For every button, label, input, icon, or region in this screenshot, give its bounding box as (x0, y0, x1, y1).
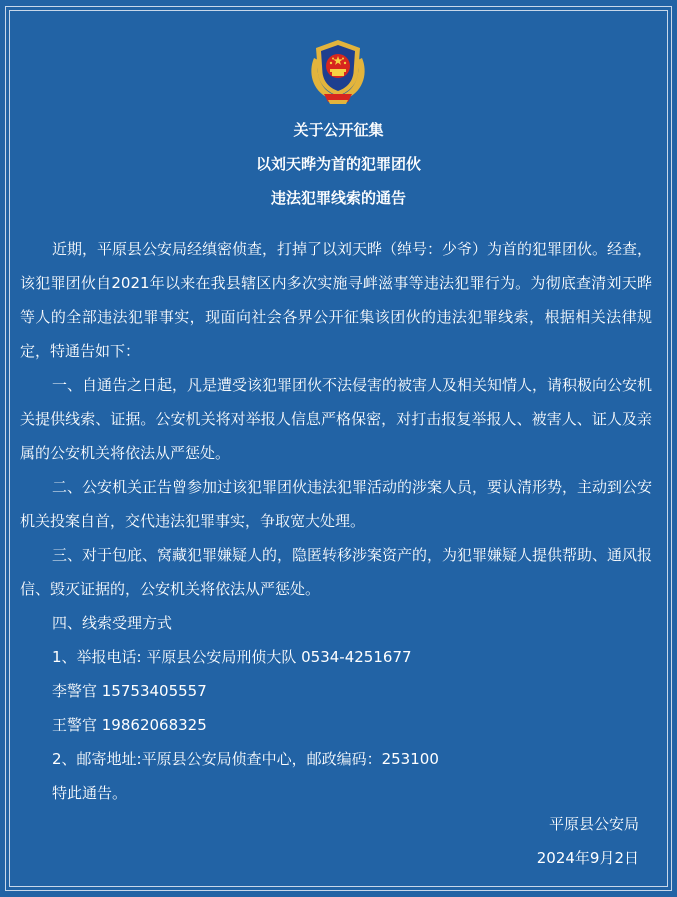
title-line-2: 以刘天晔为首的犯罪团伙 (255, 155, 421, 173)
closing-line: 特此通告。 (52, 784, 128, 802)
item-1-paragraph: 一、自通告之日起，凡是遭受该犯罪团伙不法侵害的被害人及相关知情人，请积极向公安机关提供线索、证据。公安机关将对举报人信息严格保密，对打击报复举报人、被害人、证人及亲属的公安机关将依法从严惩处。 (20, 376, 653, 462)
intro-paragraph: 近期，平原县公安局经缜密侦查，打掉了以刘天晔（绰号：少爷）为首的犯罪团伙。经查，该犯罪团伙自2021年以来在我县辖区内多次实施寻衅滋事等违法犯罪行为。为彻底查清刘天晔等人的全部违法犯罪事实，现面向社会各界公开征集该团伙的违法犯罪线索，根据相关法律规定，特通告如下： (20, 240, 653, 360)
officer-2-line: 王警官 19862068325 (52, 716, 207, 734)
item-3-paragraph: 三、对于包庇、窝藏犯罪嫌疑人的，隐匿转移涉案资产的，为犯罪嫌疑人提供帮助、通风报信、毁灭证据的，公安机关将依法从严惩处。 (20, 546, 653, 598)
signature: 平原县公安局 (548, 815, 639, 833)
officer-1-line: 李警官 15753405557 (52, 682, 207, 700)
police-emblem-icon (306, 36, 370, 106)
item-2-paragraph: 二、公安机关正告曾参加过该犯罪团伙违法犯罪活动的涉案人员，要认清形势，主动到公安机关投案自首，交代违法犯罪事实，争取宽大处理。 (20, 478, 653, 530)
notice-date: 2024年9月2日 (536, 849, 639, 867)
item-4-heading: 四、线索受理方式 (52, 614, 173, 632)
notice-body (20, 232, 652, 810)
title-line-3: 违法犯罪线索的通告 (270, 189, 406, 207)
phone-line: 1、举报电话: 平原县公安局刑侦大队 0534-4251677 (52, 648, 412, 666)
title-line-1: 关于公开征集 (293, 121, 384, 139)
mail-address-line: 2、邮寄地址:平原县公安局侦查中心，邮政编码：253100 (52, 750, 439, 768)
